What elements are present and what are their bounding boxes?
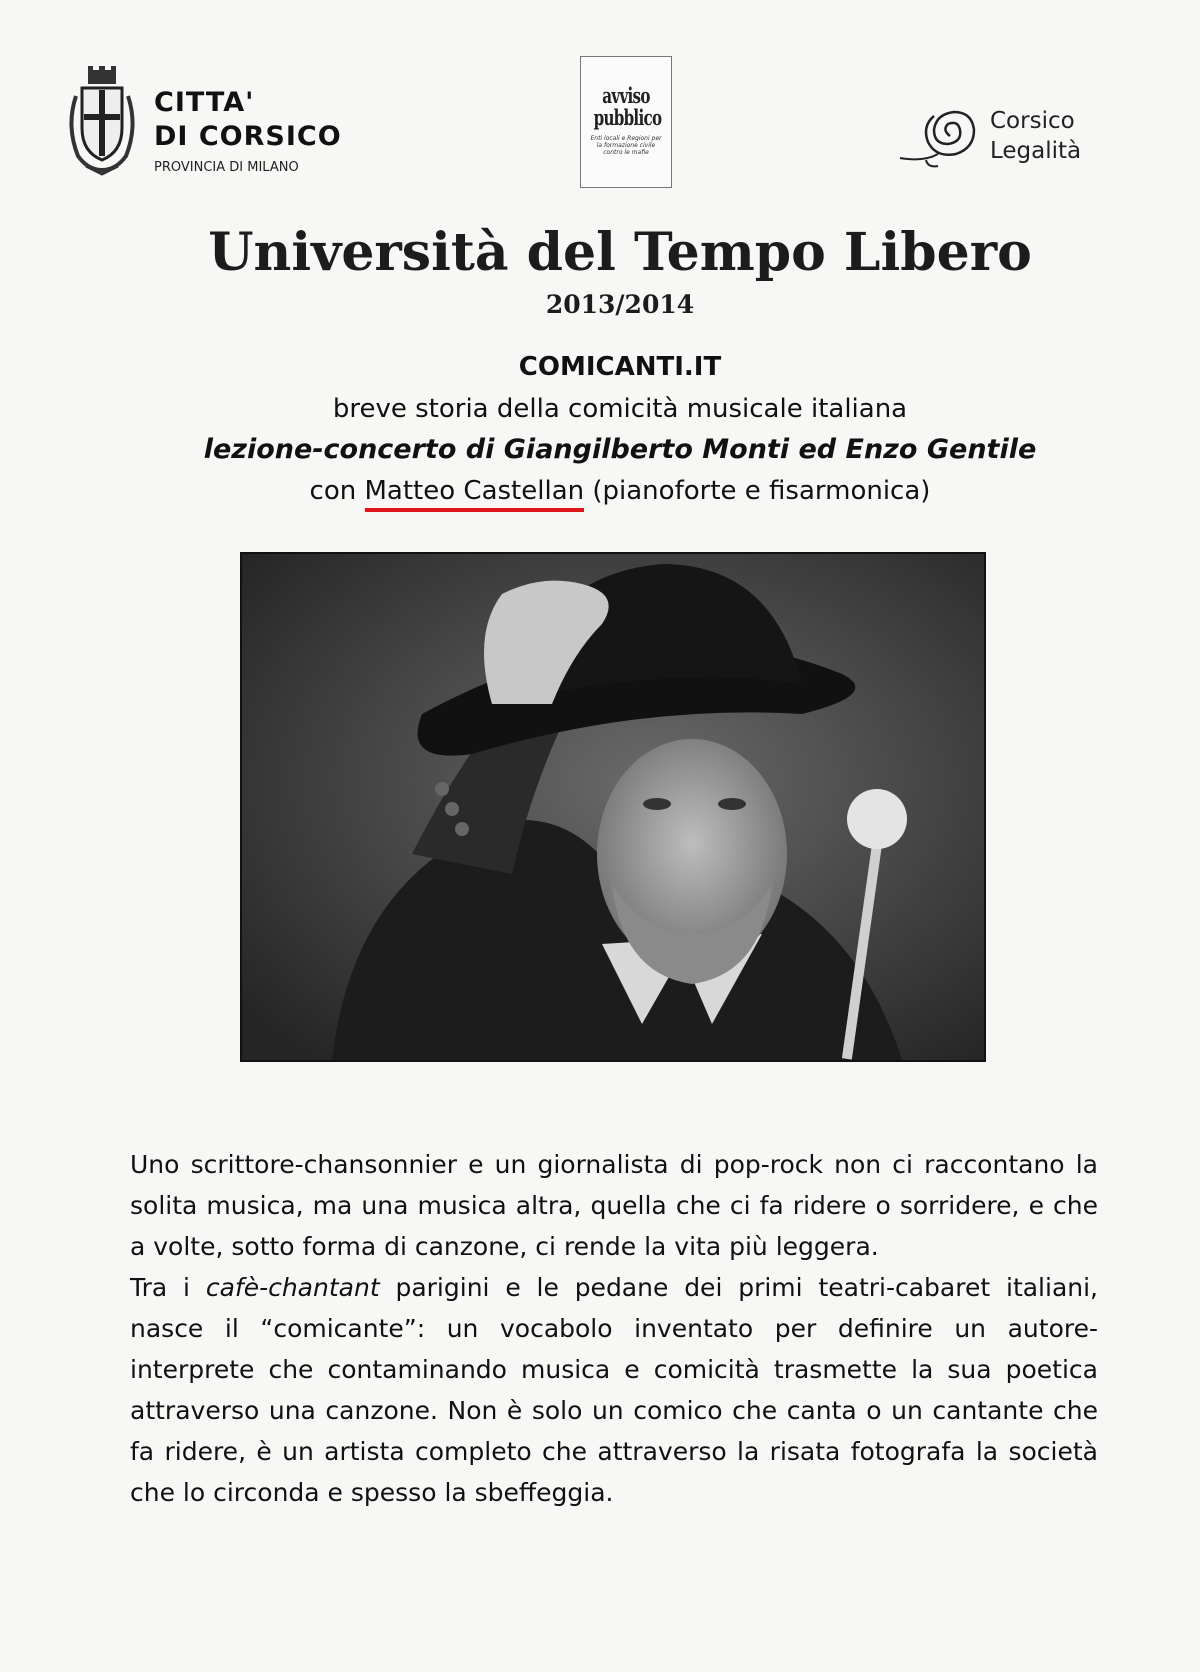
avviso-logo-line2: pubblico xyxy=(593,105,662,130)
academic-year: 2013/2014 xyxy=(545,290,695,319)
legalita-logo-text xyxy=(990,106,1081,166)
p2-prefix: Tra i xyxy=(130,1273,190,1302)
description-paragraph-1: Uno scrittore-chansonnier e un giornalista di pop-rock non ci raccontano la solita musica, ma una musica altra, quella che ci fa ridere o sorridere, e che a volte, sotto forma di canzone, ci rende la vita più leggera. xyxy=(130,1150,1098,1261)
p2-rest: parigini e le pedane dei primi teatri-cabaret italiani, nasce il “comicante”: un vocabolo inventato per definire un autore-interprete che contaminando musica e comicità trasmette la sua poetica attraverso una canzone. Non è solo un comico che canta o un cantante che fa ridere, è un artista completo che attraverso la risata fotografa la società che lo circonda e spesso la sbeffeggia. xyxy=(130,1273,1099,1507)
legalita-logo-line1: Corsico xyxy=(990,108,1075,134)
event-subtitle: breve storia della comicità musicale italiana xyxy=(332,394,908,424)
description-paragraph-2 xyxy=(130,1267,1098,1513)
avviso-logo-subline: Enti locali e Regioni per la formazione civile contro le mafie xyxy=(590,135,662,156)
man-with-hat-photo xyxy=(242,554,984,1060)
performer-photo xyxy=(240,552,986,1062)
citta-di-corsico-logo xyxy=(66,66,342,176)
performer-line xyxy=(0,476,1200,506)
corsico-logo-line3: PROVINCIA DI MILANO xyxy=(154,160,299,175)
event-description xyxy=(130,1144,1098,1513)
p2-italic-term: cafè-chantant xyxy=(205,1273,380,1302)
legalita-logo-line2: Legalità xyxy=(990,138,1082,164)
performer-name: Matteo Castellan xyxy=(365,476,585,512)
corsico-logo-text xyxy=(154,86,342,175)
rose-icon xyxy=(898,96,988,176)
performer-prefix: con xyxy=(309,476,357,506)
avviso-logo-line1: avviso xyxy=(602,83,650,108)
performer-instruments: (pianoforte e fisarmonica) xyxy=(592,476,931,506)
corsico-logo-line1: CITTA' xyxy=(154,87,255,118)
coat-of-arms-icon xyxy=(66,66,138,176)
event-name: COMICANTI.IT xyxy=(518,352,722,382)
corsico-legalita-logo xyxy=(898,96,1118,176)
page-title: Università del Tempo Libero xyxy=(208,222,1032,283)
avviso-pubblico-logo xyxy=(580,56,672,188)
event-lesson: lezione-concerto di Giangilberto Monti ed Enzo Gentile xyxy=(203,434,1037,465)
corsico-logo-line2: DI CORSICO xyxy=(154,121,342,152)
